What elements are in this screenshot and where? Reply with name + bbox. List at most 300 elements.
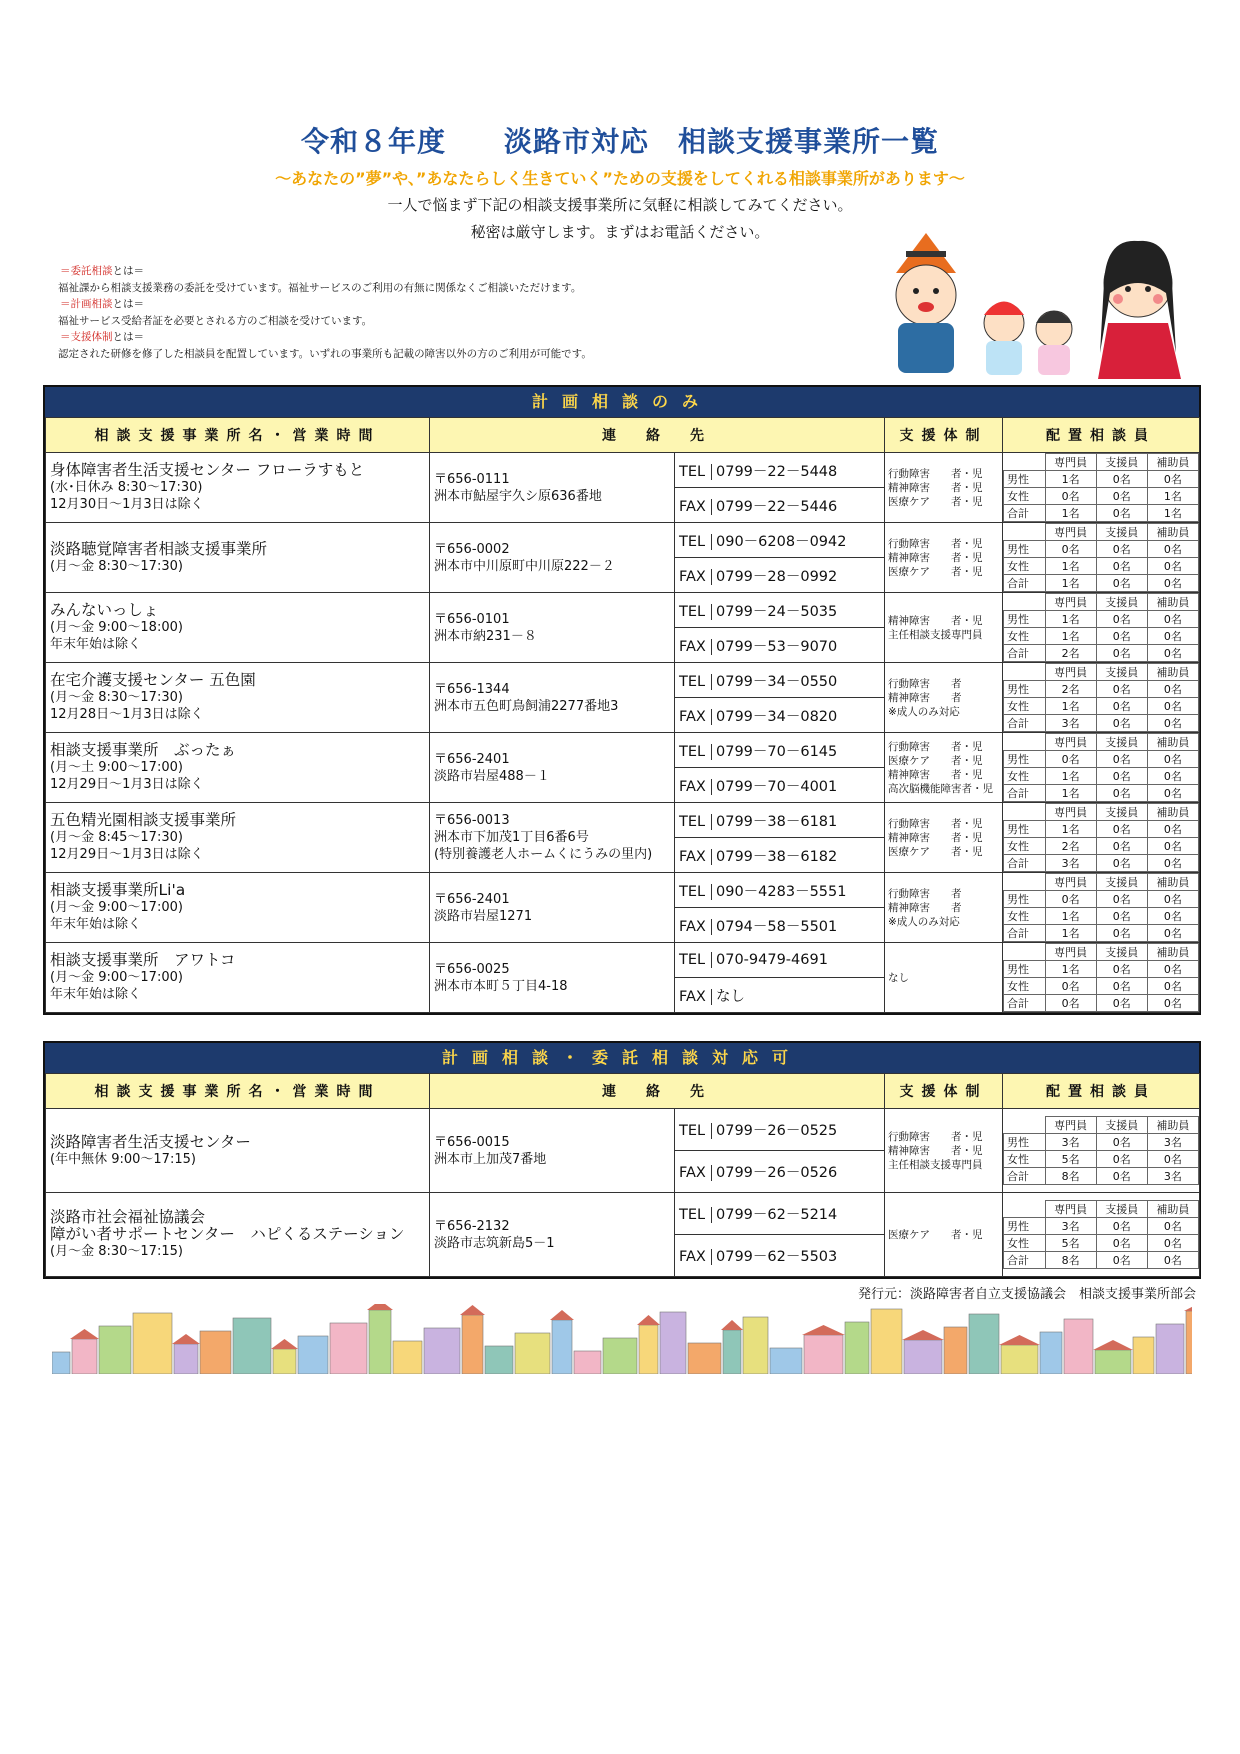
definition-suffix: とは＝ — [112, 265, 144, 277]
staff-row — [1004, 855, 1199, 872]
tel-cell — [675, 873, 885, 908]
tel-label: TEL — [679, 1207, 712, 1223]
city-roof — [637, 1315, 660, 1325]
fax-cell — [675, 978, 885, 1013]
office-address-cell — [430, 453, 675, 523]
staff-count: 1名 — [1045, 505, 1096, 522]
support-system-cell — [885, 1109, 1003, 1193]
staff-count: 0名 — [1096, 1218, 1147, 1235]
office-hours: (月～金 9:00～17:00) — [50, 970, 183, 985]
tel-cell — [675, 663, 885, 698]
city-building — [770, 1348, 802, 1374]
support-item: ※成人のみ対応 — [888, 705, 960, 718]
staff-col-header: 補助員 — [1147, 454, 1198, 471]
office-address-cell — [430, 663, 675, 733]
staff-count: 1名 — [1045, 821, 1096, 838]
staff-col-header: 支援員 — [1096, 1201, 1147, 1218]
city-building — [969, 1314, 999, 1374]
staff-count: 0名 — [1045, 995, 1096, 1012]
office-address-cell — [430, 873, 675, 943]
staff-col-header: 専門員 — [1045, 1201, 1096, 1218]
staff-row — [1004, 995, 1199, 1012]
city-building — [200, 1331, 231, 1374]
section-title: 計画相談のみ — [45, 387, 1199, 417]
definition-term: 委託相談 — [70, 265, 113, 277]
city-roof — [902, 1330, 944, 1340]
support-item: 精神障害 者・児 — [888, 768, 983, 781]
address-line: 洲本市納231－８ — [434, 628, 537, 644]
support-item: 医療ケア 者・児 — [888, 754, 983, 767]
staff-count: 0名 — [1147, 681, 1198, 698]
staff-row-label: 男性 — [1004, 471, 1046, 488]
city-building — [1156, 1324, 1184, 1374]
staff-count: 0名 — [1096, 751, 1147, 768]
support-system-cell — [885, 663, 1003, 733]
staff-corner — [1004, 734, 1046, 751]
support-item: 行動障害 者 — [888, 887, 962, 900]
office-name: 淡路市社会福祉協議会 — [50, 1208, 206, 1226]
tel-number[interactable]: 0799－22－5448 — [716, 463, 838, 480]
city-building — [871, 1309, 902, 1374]
office-hours: (月～金 8:30～17:30) — [50, 690, 183, 705]
staff-col-header: 支援員 — [1096, 944, 1147, 961]
office-name-cell — [46, 873, 430, 943]
definition-heading — [58, 296, 858, 313]
staff-count: 0名 — [1147, 715, 1198, 732]
staff-col-header: 専門員 — [1045, 1117, 1096, 1134]
col-header-contact: 連 絡 先 — [430, 1074, 885, 1109]
staff-count: 0名 — [1096, 925, 1147, 942]
staff-corner — [1004, 454, 1046, 471]
office-row — [46, 873, 1200, 908]
definition-desc: 認定された研修を修了した相談員を配置しています。いずれの事業所も記載の障害以外の方のご利用が可能です。 — [58, 347, 592, 360]
mascot-illustration — [876, 233, 1206, 379]
staff-row — [1004, 751, 1199, 768]
staff-count: 1名 — [1045, 611, 1096, 628]
office-name-cell — [46, 593, 430, 663]
table-header-row — [46, 1074, 1200, 1109]
staff-count: 5名 — [1045, 1235, 1096, 1252]
staff-count: 1名 — [1147, 505, 1198, 522]
office-row — [46, 943, 1200, 978]
staff-row — [1004, 891, 1199, 908]
staff-col-header: 補助員 — [1147, 1201, 1198, 1218]
section-planning-only — [43, 385, 1201, 1015]
staff-count: 0名 — [1096, 961, 1147, 978]
staff-row — [1004, 715, 1199, 732]
postal-code: 〒656-2401 — [434, 891, 510, 907]
staff-corner — [1004, 944, 1046, 961]
staff-header-row — [1004, 944, 1199, 961]
fax-number[interactable]: 0799－62－5503 — [716, 1249, 838, 1265]
publisher-note: 発行元：淡路障害者自立支援協議会 相談支援事業所部会 — [857, 1287, 1196, 1302]
staff-count: 8名 — [1045, 1168, 1096, 1185]
office-name: 在宅介護支援センター 五色園 — [50, 671, 256, 689]
section-planning-and-consignment — [43, 1041, 1201, 1279]
staff-col-header: 補助員 — [1147, 874, 1198, 891]
staff-row-label: 合計 — [1004, 785, 1046, 802]
office-row — [46, 1193, 1200, 1235]
support-item: 高次脳機能障害者・児 — [888, 782, 993, 795]
city-building — [393, 1341, 422, 1374]
city-building — [688, 1343, 721, 1374]
city-building — [660, 1312, 686, 1374]
staff-header-row — [1004, 874, 1199, 891]
staff-row-label: 男性 — [1004, 821, 1046, 838]
staff-corner — [1004, 1201, 1046, 1218]
staff-count: 2名 — [1045, 645, 1096, 662]
address-line: 淡路市岩屋1271 — [434, 908, 533, 924]
staff-row — [1004, 768, 1199, 785]
staff-col-header: 専門員 — [1045, 944, 1096, 961]
city-building — [330, 1323, 367, 1374]
col-header-support: 支援体制 — [885, 418, 1003, 453]
staff-row — [1004, 785, 1199, 802]
staff-col-header: 補助員 — [1147, 804, 1198, 821]
tel-number[interactable]: 0799－62－5214 — [716, 1207, 838, 1223]
staff-corner — [1004, 1117, 1046, 1134]
staff-table — [1003, 593, 1199, 662]
staff-count: 0名 — [1096, 488, 1147, 505]
postal-code: 〒656-0101 — [434, 611, 510, 627]
office-hours: 12月29日～1月3日は除く — [50, 777, 204, 792]
staff-col-header: 専門員 — [1045, 594, 1096, 611]
staff-header-row — [1004, 454, 1199, 471]
office-table-2 — [45, 1073, 1200, 1277]
staff-row — [1004, 575, 1199, 592]
staff-row-label: 男性 — [1004, 961, 1046, 978]
support-item: なし — [888, 971, 909, 984]
city-building — [133, 1313, 172, 1374]
staff-count: 0名 — [1096, 821, 1147, 838]
fax-label: FAX — [679, 499, 712, 515]
staff-table — [1003, 523, 1199, 592]
staff-count: 0名 — [1096, 1235, 1147, 1252]
staff-count: 1名 — [1045, 925, 1096, 942]
office-name: 相談支援事業所 アワトコ — [50, 951, 236, 969]
support-item: ※成人のみ対応 — [888, 915, 960, 928]
staff-cell — [1003, 523, 1200, 593]
fax-label: FAX — [679, 919, 712, 935]
office-name-cell — [46, 453, 430, 523]
office-hours: 年末年始は除く — [50, 987, 142, 1002]
staff-row-label: 男性 — [1004, 611, 1046, 628]
office-row — [46, 593, 1200, 628]
tel-label: TEL — [679, 604, 712, 620]
tel-label: TEL — [679, 744, 712, 760]
staff-row-label: 合計 — [1004, 995, 1046, 1012]
tel-cell — [675, 803, 885, 838]
fax-number[interactable]: 0799－53－9070 — [716, 638, 838, 655]
address-line: 洲本市鮎屋宇久シ原636番地 — [434, 488, 602, 504]
staff-count: 0名 — [1096, 715, 1147, 732]
office-hours: 年末年始は除く — [50, 637, 142, 652]
staff-count: 1名 — [1045, 768, 1096, 785]
office-name-cell — [46, 733, 430, 803]
office-hours: (月～金 9:00～17:00) — [50, 900, 183, 915]
staff-row-label: 女性 — [1004, 488, 1046, 505]
support-system-cell — [885, 453, 1003, 523]
address-line: 洲本市下加茂1丁目6番6号 — [434, 830, 589, 845]
office-hours: 年末年始は除く — [50, 917, 142, 932]
office-hours: 12月30日～1月3日は除く — [50, 497, 204, 512]
fax-cell — [675, 628, 885, 663]
staff-col-header: 支援員 — [1096, 804, 1147, 821]
staff-cell — [1003, 1109, 1200, 1193]
office-name-cell — [46, 663, 430, 733]
definition-desc: 福祉課から相談支援業務の委託を受けています。福祉サービスのご利用の有無に関係なくご相談いただけます。 — [58, 281, 582, 294]
staff-row — [1004, 1218, 1199, 1235]
staff-col-header: 補助員 — [1147, 594, 1198, 611]
staff-row — [1004, 838, 1199, 855]
staff-col-header: 補助員 — [1147, 734, 1198, 751]
staff-col-header: 補助員 — [1147, 1117, 1198, 1134]
staff-count: 0名 — [1096, 645, 1147, 662]
staff-count: 3名 — [1045, 855, 1096, 872]
office-address-cell — [430, 523, 675, 593]
definition-desc: 福祉サービス受給者証を必要とされる方のご相談を受けています。 — [58, 314, 373, 327]
office-row — [46, 523, 1200, 558]
fax-cell — [675, 698, 885, 733]
staff-count: 0名 — [1096, 541, 1147, 558]
staff-count: 2名 — [1045, 838, 1096, 855]
office-hours: (月～金 8:30～17:15) — [50, 1244, 183, 1259]
staff-table — [1003, 943, 1199, 1012]
staff-col-header: 支援員 — [1096, 874, 1147, 891]
city-roof — [367, 1304, 393, 1310]
fax-cell — [675, 768, 885, 803]
fax-number[interactable]: なし — [716, 988, 745, 1005]
support-system-cell — [885, 943, 1003, 1013]
staff-row — [1004, 1168, 1199, 1185]
office-name-cell — [46, 803, 430, 873]
tel-label: TEL — [679, 464, 712, 480]
staff-col-header: 支援員 — [1096, 594, 1147, 611]
staff-count: 2名 — [1045, 681, 1096, 698]
tel-label: TEL — [679, 814, 712, 830]
staff-row-label: 男性 — [1004, 751, 1046, 768]
staff-count: 0名 — [1147, 628, 1198, 645]
staff-row — [1004, 1252, 1199, 1269]
staff-count: 0名 — [1045, 891, 1096, 908]
fax-number[interactable]: 0799－22－5446 — [716, 498, 838, 515]
city-roof — [999, 1335, 1040, 1345]
staff-cell — [1003, 593, 1200, 663]
office-name-cell — [46, 523, 430, 593]
staff-count: 0名 — [1096, 785, 1147, 802]
staff-cell — [1003, 733, 1200, 803]
support-item: 医療ケア 者・児 — [888, 1228, 983, 1241]
address-line: 洲本市五色町鳥飼浦2277番地3 — [434, 698, 619, 714]
staff-count: 0名 — [1147, 978, 1198, 995]
staff-count: 0名 — [1147, 471, 1198, 488]
staff-row-label: 女性 — [1004, 558, 1046, 575]
city-building — [743, 1317, 768, 1374]
office-name-sub: 障がい者サポートセンター ハピくるステーション — [50, 1225, 405, 1243]
tel-label: TEL — [679, 534, 712, 550]
staff-table — [1003, 453, 1199, 522]
staff-count: 0名 — [1096, 575, 1147, 592]
fax-label: FAX — [679, 989, 712, 1005]
office-row — [46, 663, 1200, 698]
fax-label: FAX — [679, 1165, 712, 1181]
city-building — [233, 1318, 271, 1374]
fax-cell — [675, 1235, 885, 1277]
staff-table — [1003, 803, 1199, 872]
fax-label: FAX — [679, 1249, 712, 1265]
city-building — [369, 1310, 391, 1374]
office-name: 淡路聴覚障害者相談支援事業所 — [50, 539, 268, 558]
city-building — [1186, 1311, 1192, 1374]
definition-term: 計画相談 — [70, 298, 113, 310]
city-building — [552, 1320, 572, 1374]
city-building — [515, 1333, 550, 1374]
tel-label: TEL — [679, 1123, 712, 1139]
staff-table — [1003, 873, 1199, 942]
address-line: 洲本市本町５丁目4-18 — [434, 978, 568, 994]
col-header-support: 支援体制 — [885, 1074, 1003, 1109]
definition-term: 支援体制 — [70, 331, 113, 343]
staff-count: 0名 — [1096, 558, 1147, 575]
postal-code: 〒656-0002 — [434, 541, 510, 557]
staff-row-label: 合計 — [1004, 925, 1046, 942]
staff-row — [1004, 908, 1199, 925]
staff-row-label: 合計 — [1004, 575, 1046, 592]
staff-row — [1004, 1151, 1199, 1168]
staff-count: 0名 — [1147, 698, 1198, 715]
support-item: 行動障害 者・児 — [888, 467, 983, 480]
support-item: 精神障害 者 — [888, 901, 962, 914]
tel-number[interactable]: 070-9479-4691 — [716, 952, 828, 968]
staff-count: 0名 — [1096, 978, 1147, 995]
office-address-cell — [430, 803, 675, 873]
city-building — [52, 1352, 70, 1374]
col-header-staff: 配置相談員 — [1003, 418, 1200, 453]
staff-cell — [1003, 803, 1200, 873]
fax-number[interactable]: 0799－38－6182 — [716, 848, 838, 865]
staff-table — [1003, 663, 1199, 732]
tel-number[interactable]: 0799－38－6181 — [716, 813, 838, 830]
staff-count: 0名 — [1147, 558, 1198, 575]
tel-number[interactable]: 0799－70－6145 — [716, 743, 838, 760]
fax-number[interactable]: 0794－58－5501 — [716, 918, 838, 935]
staff-col-header: 専門員 — [1045, 874, 1096, 891]
staff-count: 0名 — [1147, 891, 1198, 908]
staff-count: 0名 — [1045, 751, 1096, 768]
col-header-name: 相談支援事業所名・営業時間 — [46, 1074, 430, 1109]
staff-row-label: 女性 — [1004, 1151, 1046, 1168]
staff-corner — [1004, 594, 1046, 611]
tel-number[interactable]: 0799－24－5035 — [716, 603, 838, 620]
staff-row — [1004, 1134, 1199, 1151]
staff-cell — [1003, 873, 1200, 943]
tel-number[interactable]: 090－4283－5551 — [716, 883, 847, 900]
staff-count: 1名 — [1045, 785, 1096, 802]
city-building — [603, 1338, 637, 1374]
staff-row — [1004, 628, 1199, 645]
address-line: 洲本市中川原町中川原222－２ — [434, 558, 615, 574]
staff-header-row — [1004, 1201, 1199, 1218]
staff-corner — [1004, 524, 1046, 541]
staff-col-header: 専門員 — [1045, 454, 1096, 471]
staff-row — [1004, 681, 1199, 698]
staff-row-label: 男性 — [1004, 891, 1046, 908]
fax-number[interactable]: 0799－34－0820 — [716, 708, 838, 725]
tel-cell — [675, 453, 885, 488]
support-item: 主任相談支援専門員 — [888, 628, 983, 641]
city-building — [424, 1328, 460, 1374]
staff-count: 1名 — [1045, 575, 1096, 592]
city-roof — [1184, 1304, 1192, 1311]
staff-count: 1名 — [1045, 698, 1096, 715]
address-line: (特別養護老人ホームくにうみの里内) — [434, 847, 653, 862]
staff-count: 0名 — [1147, 1252, 1198, 1269]
col-header-staff: 配置相談員 — [1003, 1074, 1200, 1109]
staff-table — [1003, 1200, 1199, 1269]
city-building — [574, 1351, 601, 1374]
staff-count: 1名 — [1045, 471, 1096, 488]
staff-header-row — [1004, 804, 1199, 821]
staff-row-label: 合計 — [1004, 855, 1046, 872]
staff-row-label: 男性 — [1004, 1218, 1046, 1235]
staff-row-label: 女性 — [1004, 698, 1046, 715]
fax-cell — [675, 558, 885, 593]
office-name: みんないっしょ — [50, 601, 159, 619]
city-building — [1095, 1350, 1131, 1374]
staff-count: 0名 — [1147, 1151, 1198, 1168]
fax-number[interactable]: 0799－28－0992 — [716, 568, 838, 585]
definition-heading — [58, 263, 858, 280]
city-roof — [721, 1320, 743, 1330]
staff-count: 0名 — [1096, 768, 1147, 785]
city-building — [1064, 1319, 1093, 1374]
staff-header-row — [1004, 734, 1199, 751]
fax-label: FAX — [679, 709, 712, 725]
col-header-name: 相談支援事業所名・営業時間 — [46, 418, 430, 453]
city-roof — [172, 1334, 200, 1344]
staff-row — [1004, 961, 1199, 978]
staff-col-header: 支援員 — [1096, 454, 1147, 471]
staff-table — [1003, 733, 1199, 802]
staff-corner — [1004, 664, 1046, 681]
definition-suffix: とは＝ — [112, 331, 144, 343]
staff-count: 0名 — [1147, 611, 1198, 628]
city-building — [462, 1315, 483, 1374]
support-system-cell — [885, 873, 1003, 943]
staff-row — [1004, 541, 1199, 558]
fax-cell — [675, 488, 885, 523]
city-building — [72, 1339, 97, 1374]
fax-cell — [675, 838, 885, 873]
staff-count: 0名 — [1147, 995, 1198, 1012]
tel-number[interactable]: 090－6208－0942 — [716, 533, 847, 550]
staff-row-label: 合計 — [1004, 1168, 1046, 1185]
office-address-cell — [430, 593, 675, 663]
staff-corner — [1004, 804, 1046, 821]
staff-header-row — [1004, 524, 1199, 541]
fax-number[interactable]: 0799－26－0526 — [716, 1165, 838, 1181]
staff-count: 0名 — [1147, 645, 1198, 662]
fax-number[interactable]: 0799－70－4001 — [716, 778, 838, 795]
tel-number[interactable]: 0799－26－0525 — [716, 1123, 838, 1139]
staff-count: 0名 — [1096, 1134, 1147, 1151]
support-system-cell — [885, 1193, 1003, 1277]
staff-count: 0名 — [1096, 838, 1147, 855]
staff-count: 1名 — [1045, 558, 1096, 575]
page-subtitle: ～あなたの”夢”や、”あなたらしく生きていく”ための支援をしてくれる相談事業所があります～ — [275, 169, 965, 188]
staff-count: 0名 — [1096, 855, 1147, 872]
tel-number[interactable]: 0799－34－0550 — [716, 673, 838, 690]
